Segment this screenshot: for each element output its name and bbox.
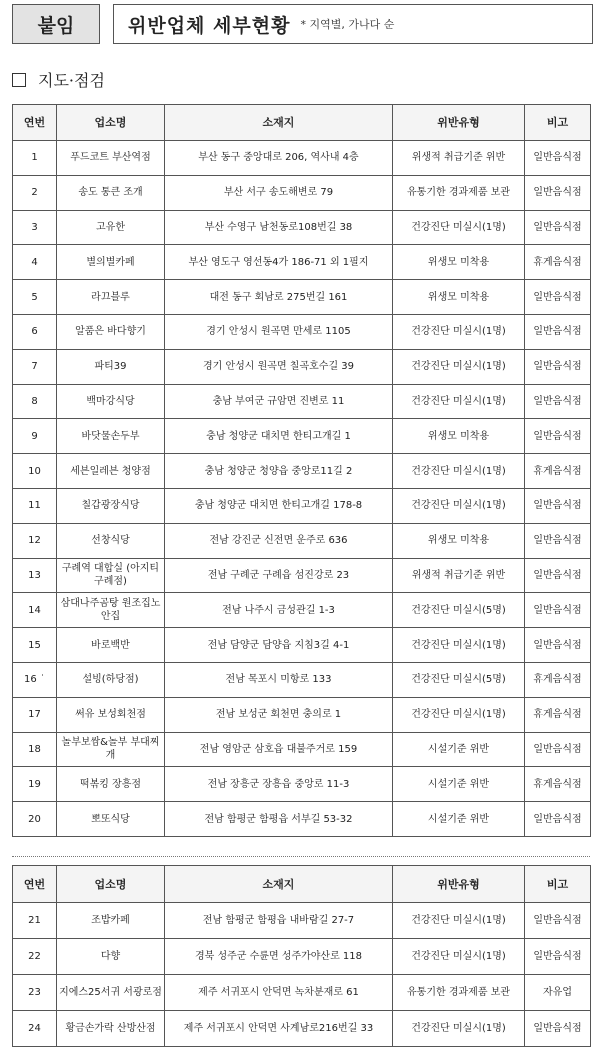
table-row <box>13 175 591 210</box>
cell-violation: 건강진단 미실시(5명) <box>393 593 525 628</box>
cell-name: 백마강식당 <box>57 384 165 419</box>
table-row <box>13 697 591 732</box>
table-row <box>13 314 591 349</box>
cell-note: 일반음식점 <box>525 280 591 315</box>
cell-address: 전남 함평군 함평읍 내바람길 27-7 <box>165 903 393 939</box>
cell-note: 일반음식점 <box>525 802 591 837</box>
cell-note: 휴게음식점 <box>525 454 591 489</box>
col-header-no: 연번 <box>13 866 57 903</box>
cell-violation: 위생모 미착용 <box>393 523 525 558</box>
cell-address: 충남 청양군 대치면 한티고개길 178-8 <box>165 488 393 523</box>
cell-address: 경기 안성시 원곡면 칠곡호수길 39 <box>165 349 393 384</box>
cell-violation: 건강진단 미실시(1명) <box>393 939 525 975</box>
cell-address: 전남 강진군 신전면 운주로 636 <box>165 523 393 558</box>
cell-violation: 유통기한 경과제품 보관 <box>393 175 525 210</box>
cell-note: 일반음식점 <box>525 384 591 419</box>
cell-no: 9 <box>13 419 57 454</box>
cell-no: 21 <box>13 903 57 939</box>
col-header-name: 업소명 <box>57 105 165 141</box>
col-header-address: 소재지 <box>165 105 393 141</box>
cell-no: 18 <box>13 732 57 767</box>
cell-name: 라끄블루 <box>57 280 165 315</box>
title-box <box>113 4 593 44</box>
table-row <box>13 349 591 384</box>
table-row <box>13 523 591 558</box>
cell-address: 부산 동구 중앙대로 206, 역사내 4층 <box>165 141 393 176</box>
violations-table <box>12 104 591 837</box>
cell-name: 지에스25서귀 서광로점 <box>57 975 165 1011</box>
cell-violation: 건강진단 미실시(1명) <box>393 1011 525 1047</box>
cell-violation: 시설기준 위반 <box>393 732 525 767</box>
cell-note: 휴게음식점 <box>525 662 591 697</box>
cell-name: 구례역 대합실 (아지티 구례점) <box>57 558 165 593</box>
cell-note: 일반음식점 <box>525 558 591 593</box>
table-header-row <box>13 866 591 903</box>
cell-no: 2 <box>13 175 57 210</box>
cell-name: 선창식당 <box>57 523 165 558</box>
cell-violation: 건강진단 미실시(5명) <box>393 662 525 697</box>
cell-address: 전남 나주시 금성관길 1-3 <box>165 593 393 628</box>
cell-no: 1 <box>13 141 57 176</box>
cell-note: 일반음식점 <box>525 141 591 176</box>
checkbox-square-icon <box>12 73 26 87</box>
cell-violation: 건강진단 미실시(1명) <box>393 628 525 663</box>
cell-note: 일반음식점 <box>525 419 591 454</box>
table-row <box>13 802 591 837</box>
cell-no: 17 <box>13 697 57 732</box>
cell-name: 설빙(하당점) <box>57 662 165 697</box>
cell-name: 바닷물손두부 <box>57 419 165 454</box>
page-header <box>12 4 592 46</box>
cell-name: 바로백반 <box>57 628 165 663</box>
col-header-address: 소재지 <box>165 866 393 903</box>
cell-name: 뽀또식당 <box>57 802 165 837</box>
cell-name: 삼대나주곰탕 원조집노안집 <box>57 593 165 628</box>
cell-address: 전남 보성군 회천면 충의로 1 <box>165 697 393 732</box>
cell-note: 일반음식점 <box>525 349 591 384</box>
cell-no: 6 <box>13 314 57 349</box>
cell-no: 4 <box>13 245 57 280</box>
cell-note: 일반음식점 <box>525 175 591 210</box>
cell-violation: 위생모 미착용 <box>393 419 525 454</box>
cell-name: 알품은 바다향기 <box>57 314 165 349</box>
cell-name: 고유한 <box>57 210 165 245</box>
cell-no: 14 <box>13 593 57 628</box>
col-header-name: 업소명 <box>57 866 165 903</box>
cell-note: 일반음식점 <box>525 1011 591 1047</box>
cell-no: 8 <box>13 384 57 419</box>
cell-no: 16 ˙ <box>13 662 57 697</box>
table-row <box>13 245 591 280</box>
cell-address: 대전 동구 회남로 275번길 161 <box>165 280 393 315</box>
table-row <box>13 558 591 593</box>
cell-violation: 건강진단 미실시(1명) <box>393 210 525 245</box>
table-row <box>13 454 591 489</box>
cell-address: 전남 구례군 구례읍 섬진강로 23 <box>165 558 393 593</box>
cell-address: 전남 함평군 함평읍 서부길 53-32 <box>165 802 393 837</box>
cell-violation: 시설기준 위반 <box>393 767 525 802</box>
cell-no: 10 <box>13 454 57 489</box>
table-row <box>13 732 591 767</box>
cell-name: 세븐일레븐 청양점 <box>57 454 165 489</box>
table-row <box>13 593 591 628</box>
cell-name: 파티39 <box>57 349 165 384</box>
cell-violation: 위생모 미착용 <box>393 245 525 280</box>
cell-violation: 건강진단 미실시(1명) <box>393 349 525 384</box>
col-header-note: 비고 <box>525 866 591 903</box>
table-row <box>13 141 591 176</box>
cell-no: 19 <box>13 767 57 802</box>
table-row <box>13 662 591 697</box>
table-row <box>13 419 591 454</box>
col-header-note: 비고 <box>525 105 591 141</box>
cell-note: 일반음식점 <box>525 903 591 939</box>
table-row <box>13 628 591 663</box>
cell-address: 전남 목포시 미항로 133 <box>165 662 393 697</box>
cell-note: 일반음식점 <box>525 314 591 349</box>
cell-note: 휴게음식점 <box>525 767 591 802</box>
cell-name: 다향 <box>57 939 165 975</box>
table-row <box>13 210 591 245</box>
table-row <box>13 1011 591 1047</box>
cell-note: 휴게음식점 <box>525 245 591 280</box>
table-row <box>13 280 591 315</box>
cell-name: 써유 보성회천점 <box>57 697 165 732</box>
cell-address: 제주 서귀포시 안덕면 녹차분재로 61 <box>165 975 393 1011</box>
cell-address: 경북 성주군 수륜면 성주가야산로 118 <box>165 939 393 975</box>
cell-violation: 건강진단 미실시(1명) <box>393 488 525 523</box>
cell-address: 부산 서구 송도해변로 79 <box>165 175 393 210</box>
cell-note: 일반음식점 <box>525 523 591 558</box>
cell-no: 7 <box>13 349 57 384</box>
cell-violation: 건강진단 미실시(1명) <box>393 903 525 939</box>
table-row <box>13 939 591 975</box>
table-row <box>13 384 591 419</box>
cell-no: 24 <box>13 1011 57 1047</box>
cell-note: 일반음식점 <box>525 939 591 975</box>
cell-note: 휴게음식점 <box>525 697 591 732</box>
cell-name: 푸드코트 부산역점 <box>57 141 165 176</box>
cell-note: 일반음식점 <box>525 488 591 523</box>
cell-violation: 위생적 취급기준 위반 <box>393 141 525 176</box>
section-label: 지도·점검 <box>38 71 105 90</box>
cell-violation: 건강진단 미실시(1명) <box>393 454 525 489</box>
cell-no: 5 <box>13 280 57 315</box>
section-heading <box>12 68 105 91</box>
cell-name: 조밥카페 <box>57 903 165 939</box>
cell-no: 23 <box>13 975 57 1011</box>
cell-no: 11 <box>13 488 57 523</box>
cell-no: 3 <box>13 210 57 245</box>
cell-violation: 건강진단 미실시(1명) <box>393 384 525 419</box>
cell-note: 일반음식점 <box>525 628 591 663</box>
cell-note: 일반음식점 <box>525 593 591 628</box>
table-row <box>13 903 591 939</box>
cell-violation: 위생모 미착용 <box>393 280 525 315</box>
cell-violation: 유통기한 경과제품 보관 <box>393 975 525 1011</box>
cell-address: 경기 안성시 원곡면 만세로 1105 <box>165 314 393 349</box>
sort-note: * 지역별, 가나다 순 <box>300 18 395 31</box>
cell-name: 황금손가락 산방산점 <box>57 1011 165 1047</box>
attachment-tag: 붙임 <box>12 4 100 44</box>
cell-violation: 시설기준 위반 <box>393 802 525 837</box>
cell-name: 떡볶킹 장흥점 <box>57 767 165 802</box>
col-header-no: 연번 <box>13 105 57 141</box>
cell-name: 별의별카페 <box>57 245 165 280</box>
cell-no: 13 <box>13 558 57 593</box>
col-header-violation: 위반유형 <box>393 866 525 903</box>
cell-address: 충남 청양군 대치면 한티고개길 1 <box>165 419 393 454</box>
cell-note: 일반음식점 <box>525 732 591 767</box>
cell-violation: 건강진단 미실시(1명) <box>393 314 525 349</box>
cell-address: 제주 서귀포시 안덕면 사계남로216번길 33 <box>165 1011 393 1047</box>
cell-violation: 위생적 취급기준 위반 <box>393 558 525 593</box>
cell-name: 칠갑광장식당 <box>57 488 165 523</box>
table-row <box>13 975 591 1011</box>
cell-note: 일반음식점 <box>525 210 591 245</box>
cell-address: 전남 영암군 삼호읍 대불주거로 159 <box>165 732 393 767</box>
table-header-row <box>13 105 591 141</box>
violations-table-continued <box>12 865 591 1047</box>
cell-violation: 건강진단 미실시(1명) <box>393 697 525 732</box>
cell-address: 부산 영도구 영선동4가 186-71 외 1필지 <box>165 245 393 280</box>
cell-no: 12 <box>13 523 57 558</box>
page-title: 위반업체 세부현황 <box>128 14 291 37</box>
cell-address: 충남 부여군 규암면 진변로 11 <box>165 384 393 419</box>
cell-name: 놀부보쌈&놀부 부대찌개 <box>57 732 165 767</box>
table-row <box>13 767 591 802</box>
table-row <box>13 488 591 523</box>
cell-name: 송도 통큰 조개 <box>57 175 165 210</box>
cell-note: 자유업 <box>525 975 591 1011</box>
col-header-violation: 위반유형 <box>393 105 525 141</box>
cell-address: 전남 장흥군 장흥읍 중앙로 11-3 <box>165 767 393 802</box>
cell-no: 15 <box>13 628 57 663</box>
cell-no: 22 <box>13 939 57 975</box>
cell-address: 부산 수영구 남천동로108번길 38 <box>165 210 393 245</box>
page-divider <box>12 856 590 857</box>
cell-address: 충남 청양군 청양읍 중앙로11길 2 <box>165 454 393 489</box>
cell-address: 전남 담양군 담양읍 지침3길 4-1 <box>165 628 393 663</box>
cell-no: 20 <box>13 802 57 837</box>
